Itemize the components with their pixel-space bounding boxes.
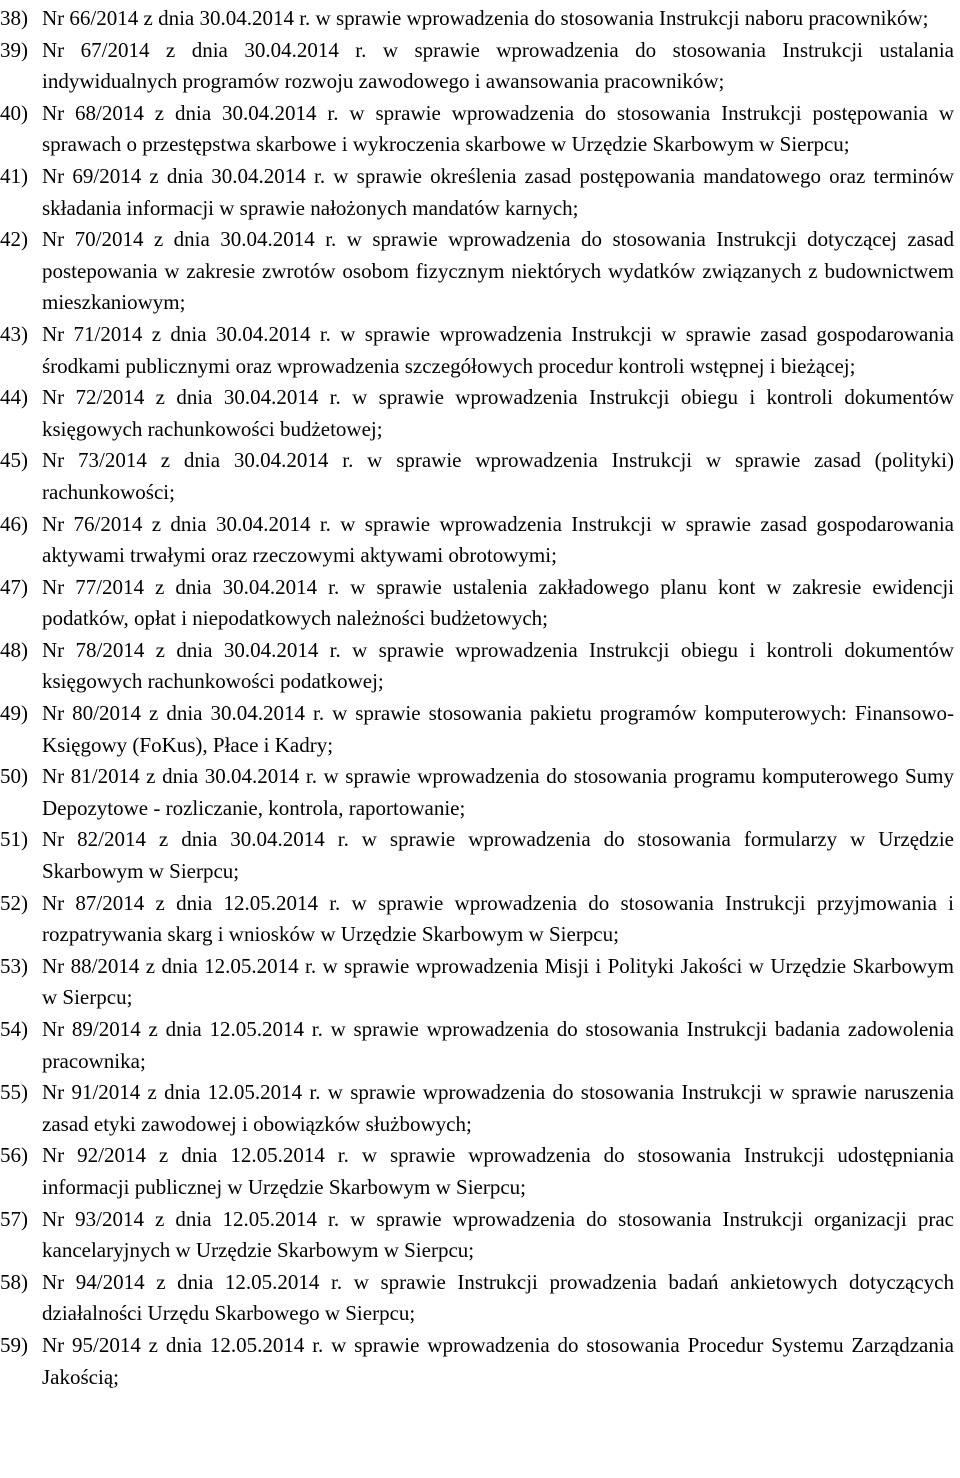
item-text: Nr 80/2014 z dnia 30.04.2014 r. w sprawie stosowania pakietu programów komputerowych: Finansowo-Księgowy (FoKus), Płace i Kadry; (42, 701, 954, 757)
item-text: Nr 76/2014 z dnia 30.04.2014 r. w sprawie wprowadzenia Instrukcji w sprawie zasad gospodarowania aktywami trwałymi oraz rzeczowymi aktywami obrotowymi; (42, 511, 954, 568)
list-item (0, 951, 954, 1014)
item-text: Nr 81/2014 z dnia 30.04.2014 r. w sprawie wprowadzenia do stosowania programu komputerowego Sumy Depozytowe - rozliczanie, kontrola, raportowanie; (42, 764, 954, 820)
item-text: Nr 88/2014 z dnia 12.05.2014 r. w sprawie wprowadzenia Misji i Polityki Jakości w Urzędzie Skarbowym w Sierpcu; (42, 953, 954, 1010)
item-number: 38) (0, 6, 28, 30)
item-number: 41) (0, 163, 28, 188)
item-number: 58) (0, 1269, 28, 1294)
item-number: 55) (0, 1080, 28, 1105)
item-text: Nr 68/2014 z dnia 30.04.2014 r. w sprawie wprowadzenia do stosowania Instrukcji postępowania w sprawach o przestępstwa skarbowe i wykroczenia skarbowe w Urzędzie Skarbowym w Sierpcu; (42, 100, 954, 157)
list-item (0, 445, 954, 508)
list-item (0, 1330, 954, 1393)
item-number: 57) (0, 1206, 28, 1231)
item-text: Nr 73/2014 z dnia 30.04.2014 r. w sprawie wprowadzenia Instrukcji w sprawie zasad (polityki) rachunkowości; (42, 448, 954, 504)
item-number: 44) (0, 385, 28, 410)
list-item (0, 761, 954, 824)
item-text: Nr 67/2014 z dnia 30.04.2014 r. w sprawie wprowadzenia do stosowania Instrukcji ustalania indywidualnych programów rozwoju zawodowego i awansowania pracowników; (42, 37, 954, 94)
list-item (0, 824, 954, 887)
list-item (0, 98, 954, 161)
item-text: Nr 71/2014 z dnia 30.04.2014 r. w sprawie wprowadzenia Instrukcji w sprawie zasad gospodarowania środkami publicznymi oraz wprowadzenia szczegółowych procedur kontroli wstępnej i bieżącej; (42, 321, 954, 378)
item-text: Nr 77/2014 z dnia 30.04.2014 r. w sprawie ustalenia zakładowego planu kont w zakresie ewidencji podatków, opłat i niepodatkowych należności budżetowych; (42, 574, 954, 631)
item-text: Nr 89/2014 z dnia 12.05.2014 r. w sprawie wprowadzenia do stosowania Instrukcji badania zadowolenia pracownika; (42, 1017, 954, 1073)
item-number: 46) (0, 511, 28, 536)
item-number: 47) (0, 574, 28, 599)
list-item (0, 572, 954, 635)
item-number: 43) (0, 321, 28, 346)
item-number: 42) (0, 227, 28, 252)
item-text: Nr 87/2014 z dnia 12.05.2014 r. w sprawie wprowadzenia do stosowania Instrukcji przyjmowania i rozpatrywania skarg i wniosków w Urzędzie Skarbowym w Sierpcu; (42, 890, 954, 947)
item-number: 48) (0, 637, 28, 662)
item-text: Nr 92/2014 z dnia 12.05.2014 r. w sprawie wprowadzenia do stosowania Instrukcji udostępniania informacji publicznej w Urzędzie Skarbowym w Sierpcu; (42, 1143, 954, 1199)
item-number: 52) (0, 890, 28, 915)
item-text: Nr 94/2014 z dnia 12.05.2014 r. w sprawie Instrukcji prowadzenia badań ankietowych dotyczących działalności Urzędu Skarbowego w Sierpcu; (42, 1269, 954, 1326)
item-number: 49) (0, 701, 28, 726)
list-item (0, 698, 954, 761)
item-text: Nr 93/2014 z dnia 12.05.2014 r. w sprawie wprowadzenia do stosowania Instrukcji organizacji prac kancelaryjnych w Urzędzie Skarbowym w Sierpcu; (42, 1206, 954, 1263)
item-text: Nr 66/2014 z dnia 30.04.2014 r. w sprawie wprowadzenia do stosowania Instrukcji naboru pracowników; (42, 6, 929, 30)
item-number: 40) (0, 100, 28, 125)
item-text: Nr 69/2014 z dnia 30.04.2014 r. w sprawie określenia zasad postępowania mandatowego oraz terminów składania informacji w sprawie nałożonych mandatów karnych; (42, 163, 954, 220)
list-item (0, 1204, 954, 1267)
list-item (0, 1267, 954, 1330)
item-text: Nr 82/2014 z dnia 30.04.2014 r. w sprawie wprowadzenia do stosowania formularzy w Urzędzie Skarbowym w Sierpcu; (42, 827, 954, 884)
list-item (0, 319, 954, 382)
item-text: Nr 95/2014 z dnia 12.05.2014 r. w sprawie wprowadzenia do stosowania Procedur Systemu Zarządzania Jakością; (42, 1332, 954, 1389)
regulations-list (0, 3, 954, 1393)
item-number: 54) (0, 1017, 28, 1041)
item-number: 50) (0, 764, 28, 789)
list-item (0, 1014, 954, 1077)
list-item (0, 509, 954, 572)
item-number: 51) (0, 827, 28, 852)
item-number: 59) (0, 1332, 28, 1357)
list-item (0, 382, 954, 445)
item-text: Nr 70/2014 z dnia 30.04.2014 r. w sprawie wprowadzenia do stosowania Instrukcji dotyczącej zasad postepowania w zakresie zwrotów osobom fizycznym niektórych wydatków związanych z budownictwem mieszkaniowym; (42, 227, 954, 315)
list-item (0, 635, 954, 698)
item-text: Nr 78/2014 z dnia 30.04.2014 r. w sprawie wprowadzenia Instrukcji obiegu i kontroli dokumentów księgowych rachunkowości podatkowej; (42, 637, 954, 694)
item-number: 39) (0, 37, 28, 62)
list-item (0, 35, 954, 98)
item-number: 56) (0, 1143, 28, 1168)
item-number: 53) (0, 953, 28, 978)
list-item (0, 1140, 954, 1203)
list-item (0, 3, 954, 35)
list-item (0, 1077, 954, 1140)
list-item (0, 161, 954, 224)
item-number: 45) (0, 448, 28, 473)
item-text: Nr 72/2014 z dnia 30.04.2014 r. w sprawie wprowadzenia Instrukcji obiegu i kontroli dokumentów księgowych rachunkowości budżetowej; (42, 385, 954, 441)
list-item (0, 224, 954, 319)
list-item (0, 888, 954, 951)
item-text: Nr 91/2014 z dnia 12.05.2014 r. w sprawie wprowadzenia do stosowania Instrukcji w sprawie naruszenia zasad etyki zawodowej i obowiązków służbowych; (42, 1080, 954, 1136)
